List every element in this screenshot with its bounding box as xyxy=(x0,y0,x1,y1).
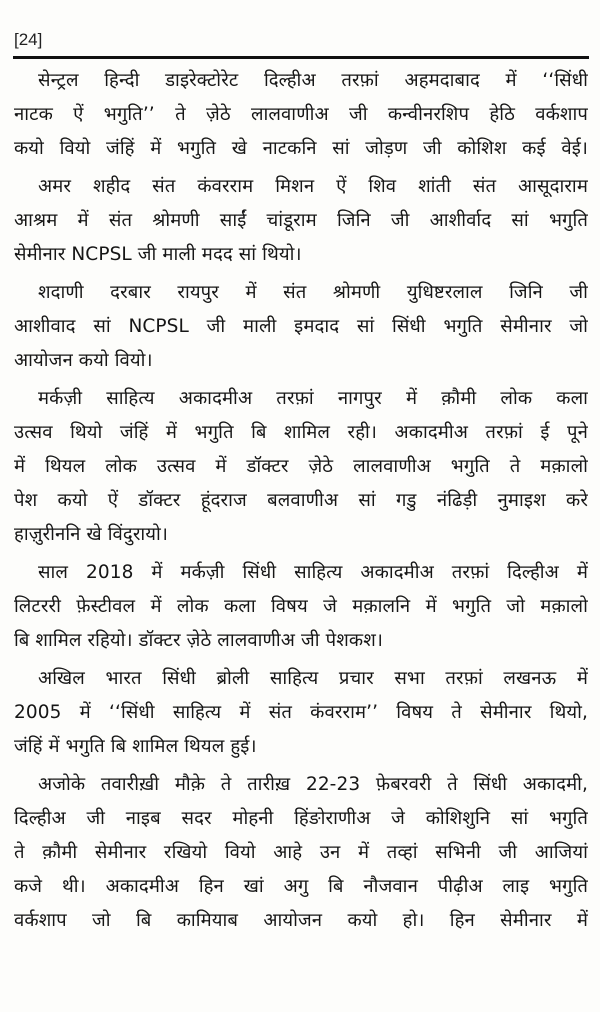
text-line: वर्कशाप जो बि कामियाब आयोजन कयो हो। हिन सेमीनार में xyxy=(14,910,588,931)
text-line: नाटक ऐं भगुति’’ ते ज़ेठे लालवाणीअ जी कन्वीनरशिप हेठि वर्कशाप xyxy=(14,104,588,125)
text-line: दिल्हीअ जी नाइब सदर मोहनी हिंङोराणीअ जे कोशिशुनि सां भगुति xyxy=(14,808,588,829)
text-line: उत्सव थियो जंहिं में भगुति बि शामिल रही। अकादमीअ तरफ़ां ई पूने xyxy=(14,422,588,443)
text-line: आयोजन कयो वियो। xyxy=(14,350,153,371)
text-line: अमर शहीद संत कंवरराम मिशन ऐं शिव शांती संत आसूदाराम xyxy=(38,176,588,197)
text-line: सेमीनार NCPSL जी माली मदद सां थियो। xyxy=(14,244,302,265)
text-line: अखिल भारत सिंधी ब्रोली साहित्य प्रचार सभा तरफ़ां लखनऊ में xyxy=(38,668,588,689)
text-line: साल 2018 में मर्कज़ी सिंधी साहित्य अकादमीअ तरफ़ां दिल्हीअ में xyxy=(38,562,588,583)
text-line: अजोके तवारीख़ी मौक़े ते तारीख़ 22-23 फ़ेबरवरी ते सिंधी अकादमी, xyxy=(38,774,588,795)
page-number: [24] xyxy=(14,30,43,49)
paragraph xyxy=(14,662,588,764)
paragraph xyxy=(14,64,588,166)
text-line: पेश कयो ऐं डॉक्टर हूंदराज बलवाणीअ सां गडु नंढिड़ी नुमाइश करे xyxy=(14,490,588,511)
text-line: कजे थी। अकादमीअ हिन खां अगु बि नौजवान पीढ़ीअ लाइ भगुति xyxy=(14,876,588,897)
text-line: ते क़ौमी सेमीनार रखियो वियो आहे उन में तव्हां सभिनी जी आजियां xyxy=(14,842,588,863)
paragraph xyxy=(14,556,588,658)
header-rule xyxy=(13,56,589,59)
text-line: बि शामिल रहियो। डॉक्टर ज़ेठे लालवाणीअ जी पेशकश। xyxy=(14,630,384,651)
text-line: कयो वियो जंहिं में भगुति खे नाटकनि सां जोड़ण जी कोशिश कई वेई। xyxy=(14,138,588,159)
paragraph xyxy=(14,170,588,272)
text-line: सेन्ट्रल हिन्दी डाइरेक्टोरेट दिल्हीअ तरफ़ां अहमदाबाद में ‘‘सिंधी xyxy=(38,70,588,91)
body-text xyxy=(14,64,588,942)
text-line: जंहिं में भगुति बि शामिल थियल हुई। xyxy=(14,736,257,757)
text-line: आश्रम में संत श्रोमणी साईं चांडूराम जिनि जी आशीर्वाद सां भगुति xyxy=(14,210,588,231)
text-line: आशीवाद सां NCPSL जी माली इमदाद सां सिंधी भगुति सेमीनार जो xyxy=(14,316,588,337)
paragraph xyxy=(14,382,588,552)
text-line: लिटररी फ़ेस्टीवल में लोक कला विषय जे मक़ालनि में भगुति जो मक़ालो xyxy=(14,596,588,617)
paragraph xyxy=(14,768,588,938)
text-line: शदाणी दरबार रायपुर में संत श्रोमणी युधिष्टरलाल जिनि जी xyxy=(38,282,588,303)
text-line: में थियल लोक उत्सव में डॉक्टर ज़ेठे लालवाणीअ भगुति ते मक़ालो xyxy=(14,456,588,477)
paragraph xyxy=(14,276,588,378)
text-line: हाज़ुरीननि खे विंदुरायो। xyxy=(14,524,169,545)
text-line: 2005 में ‘‘सिंधी साहित्य में संत कंवरराम’’ विषय ते सेमीनार थियो, xyxy=(14,702,588,723)
text-line: मर्कज़ी साहित्य अकादमीअ तरफ़ां नागपुर में क़ौमी लोक कला xyxy=(38,388,588,409)
